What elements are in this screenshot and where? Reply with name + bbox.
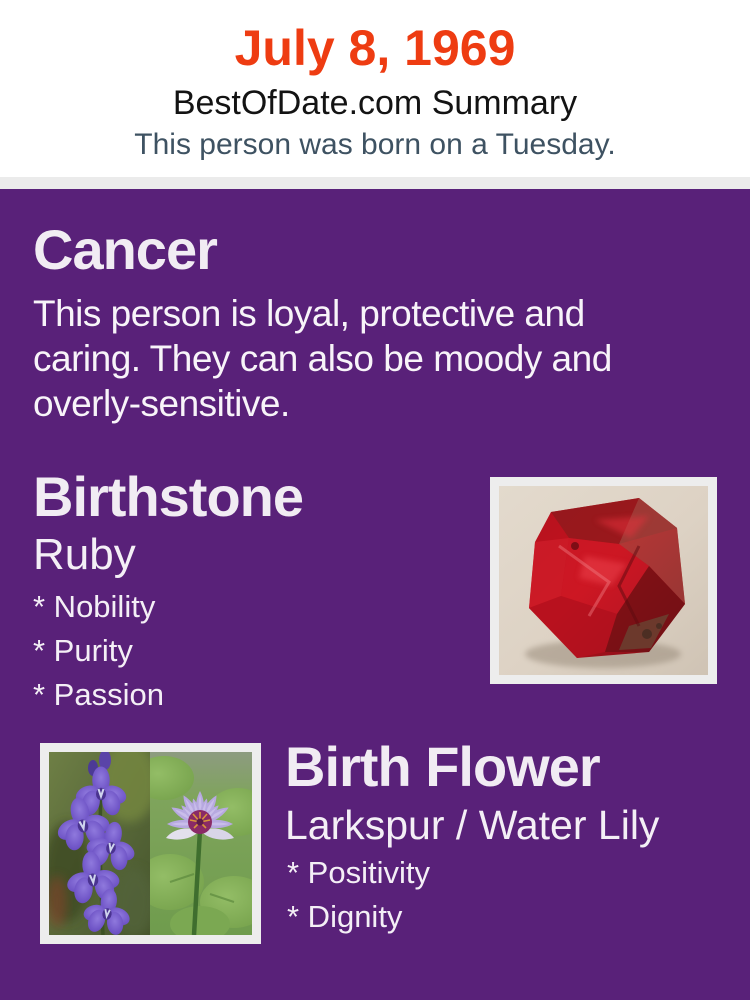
birth-flower-trait: * Positivity	[287, 855, 430, 890]
zodiac-sign-heading: Cancer	[33, 218, 217, 281]
ruby-photo	[499, 486, 708, 675]
page-title-date: July 8, 1969	[234, 20, 516, 76]
birthstone-heading: Birthstone	[33, 465, 303, 528]
water-lily-photo	[150, 752, 252, 935]
birth-flower-name: Larkspur / Water Lily	[285, 802, 660, 848]
birthstone-trait-list	[33, 585, 164, 717]
birth-flower-trait-list	[287, 851, 430, 939]
birthstone-trait: * Passion	[33, 677, 164, 712]
birthstone-name: Ruby	[33, 530, 136, 579]
born-on-weekday-text: This person was born on a Tuesday.	[134, 128, 616, 161]
larkspur-photo	[49, 752, 150, 935]
summary-purple-section	[0, 189, 750, 1000]
birth-flower-photo-frame	[40, 743, 261, 944]
birthstone-trait: * Purity	[33, 633, 133, 668]
birth-flower-heading: Birth Flower	[285, 735, 600, 798]
zodiac-description: This person is loyal, protective and caring. They can also be moody and overly-sensitive.	[33, 293, 612, 424]
ruby-photo-frame	[490, 477, 717, 684]
birth-flower-trait: * Dignity	[287, 899, 403, 934]
header-divider	[0, 177, 750, 189]
site-summary-title: BestOfDate.com Summary	[172, 84, 578, 122]
birthstone-trait: * Nobility	[33, 589, 156, 624]
